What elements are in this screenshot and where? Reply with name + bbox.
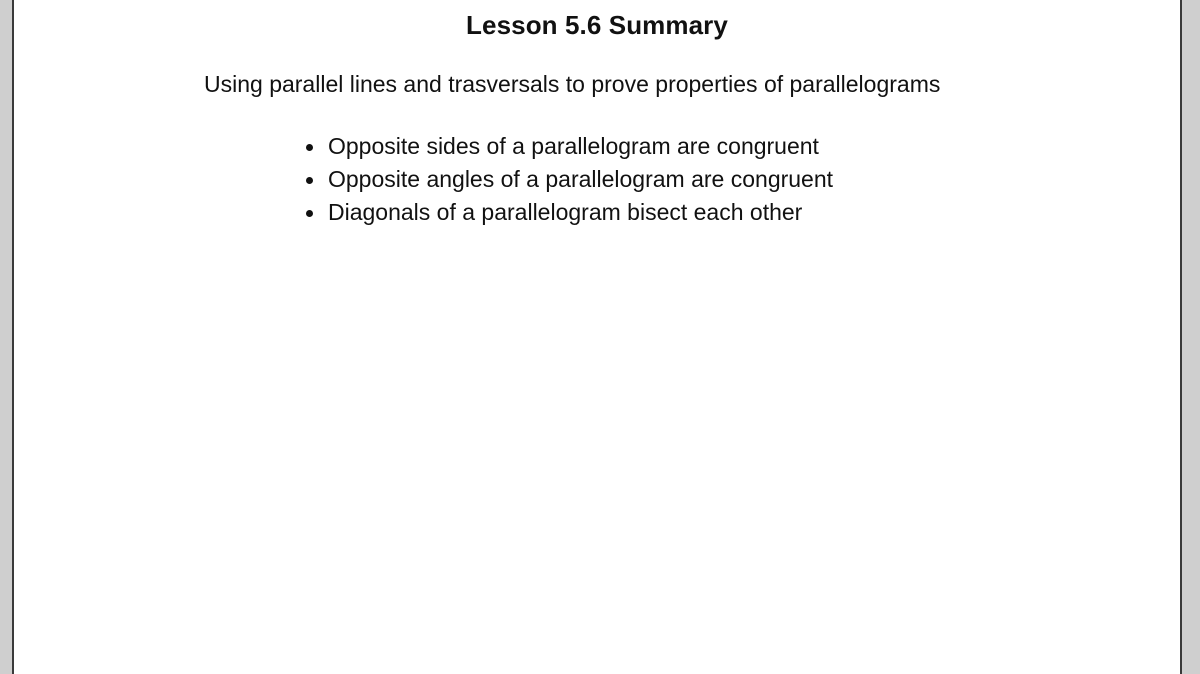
list-item-text: Opposite angles of a parallelogram are congruent bbox=[328, 166, 834, 192]
list-item bbox=[304, 163, 833, 196]
list-item-text: Opposite sides of a parallelogram are congruent bbox=[328, 133, 819, 159]
list-item bbox=[304, 130, 833, 163]
list-item-text: Diagonals of a parallelogram bisect each other bbox=[328, 199, 803, 225]
list-item bbox=[304, 196, 833, 229]
page-subtitle: Using parallel lines and trasversals to prove properties of parallelograms bbox=[204, 71, 941, 97]
bullet-icon bbox=[306, 210, 313, 217]
bullet-icon bbox=[306, 144, 313, 151]
bullet-list bbox=[304, 130, 833, 229]
document-page bbox=[12, 0, 1182, 674]
bullet-icon bbox=[306, 177, 313, 184]
page-title: Lesson 5.6 Summary bbox=[466, 10, 728, 40]
